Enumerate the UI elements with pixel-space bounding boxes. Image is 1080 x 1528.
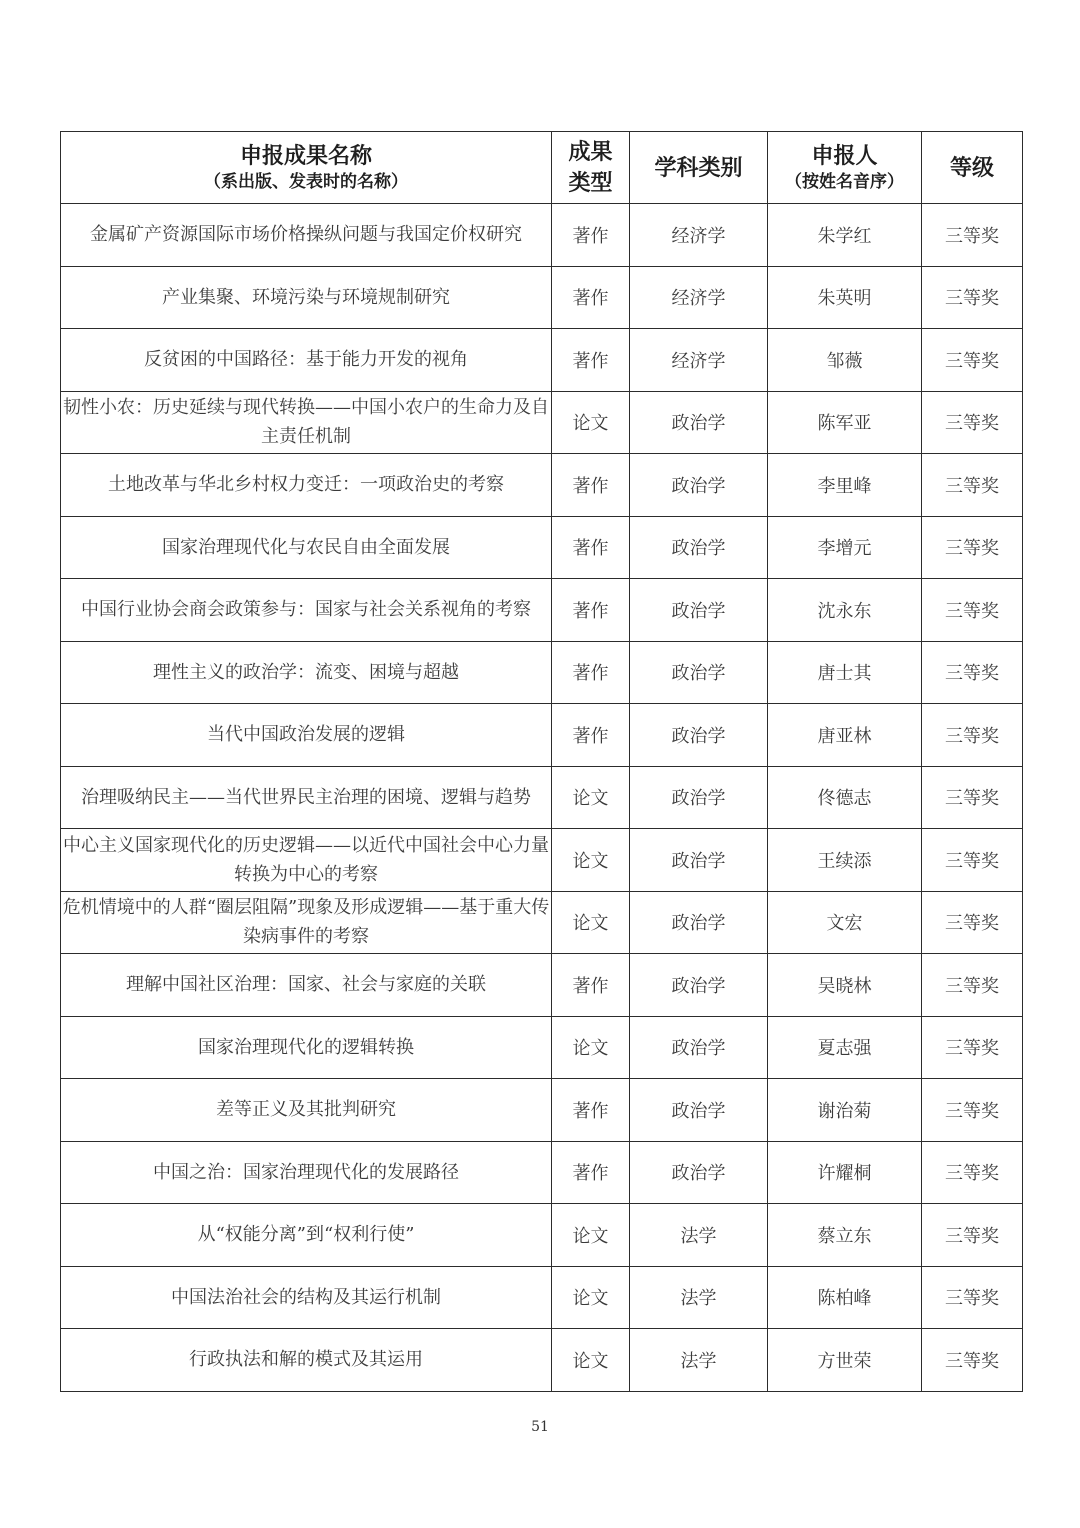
row-applicant: 沈永东 (768, 579, 922, 642)
row-level: 三等奖 (922, 329, 1023, 392)
row-level: 三等奖 (922, 1079, 1023, 1142)
table-row (61, 891, 1023, 954)
row-type: 著作 (552, 1141, 630, 1204)
row-discipline: 政治学 (630, 891, 768, 954)
table-row (61, 454, 1023, 517)
row-discipline: 经济学 (630, 204, 768, 267)
row-type: 论文 (552, 391, 630, 454)
row-type: 论文 (552, 1266, 630, 1329)
header-title-main: 申报成果名称 (239, 142, 372, 169)
row-title: 危机情境中的人群“圈层阻隔”现象及形成逻辑——基于重大传染病事件的考察 (61, 891, 552, 954)
row-applicant: 谢治菊 (768, 1079, 922, 1142)
row-discipline: 政治学 (630, 641, 768, 704)
row-discipline: 政治学 (630, 516, 768, 579)
page-number: 51 (531, 1419, 549, 1435)
row-title: 当代中国政治发展的逻辑 (61, 704, 552, 767)
row-applicant: 邹薇 (768, 329, 922, 392)
row-level: 三等奖 (922, 516, 1023, 579)
row-discipline: 法学 (630, 1329, 768, 1392)
row-level: 三等奖 (922, 1016, 1023, 1079)
row-discipline: 经济学 (630, 266, 768, 329)
row-type: 著作 (552, 204, 630, 267)
row-title: 差等正义及其批判研究 (61, 1079, 552, 1142)
row-discipline: 政治学 (630, 391, 768, 454)
table-row (61, 1016, 1023, 1079)
row-discipline: 经济学 (630, 329, 768, 392)
row-level: 三等奖 (922, 579, 1023, 642)
row-title: 国家治理现代化与农民自由全面发展 (61, 516, 552, 579)
row-level: 三等奖 (922, 391, 1023, 454)
row-discipline: 政治学 (630, 766, 768, 829)
row-level: 三等奖 (922, 1329, 1023, 1392)
row-level: 三等奖 (922, 891, 1023, 954)
table-row (61, 266, 1023, 329)
table-row (61, 329, 1023, 392)
row-level: 三等奖 (922, 704, 1023, 767)
row-title: 中国行业协会商会政策参与：国家与社会关系视角的考察 (61, 579, 552, 642)
row-title: 反贫困的中国路径：基于能力开发的视角 (61, 329, 552, 392)
table-body (61, 204, 1023, 1392)
row-type: 论文 (552, 1016, 630, 1079)
row-applicant: 方世荣 (768, 1329, 922, 1392)
awards-table (60, 131, 1023, 1392)
header-level-label: 等级 (949, 154, 994, 181)
table-row (61, 704, 1023, 767)
row-type: 著作 (552, 266, 630, 329)
row-discipline: 政治学 (630, 829, 768, 892)
row-type: 著作 (552, 579, 630, 642)
table-row (61, 579, 1023, 642)
row-level: 三等奖 (922, 641, 1023, 704)
row-type: 著作 (552, 329, 630, 392)
row-discipline: 政治学 (630, 954, 768, 1017)
row-discipline: 政治学 (630, 579, 768, 642)
table-row (61, 1266, 1023, 1329)
row-discipline: 政治学 (630, 1079, 768, 1142)
row-applicant: 陈柏峰 (768, 1266, 922, 1329)
table-row (61, 641, 1023, 704)
row-level: 三等奖 (922, 266, 1023, 329)
header-discipline (630, 132, 768, 204)
row-applicant: 吴晓林 (768, 954, 922, 1017)
row-applicant: 唐亚林 (768, 704, 922, 767)
row-level: 三等奖 (922, 1266, 1023, 1329)
row-type: 著作 (552, 954, 630, 1017)
header-title (61, 132, 552, 204)
row-discipline: 政治学 (630, 1141, 768, 1204)
table-row (61, 1329, 1023, 1392)
row-discipline: 政治学 (630, 704, 768, 767)
row-type: 著作 (552, 1079, 630, 1142)
table-row (61, 204, 1023, 267)
row-type: 著作 (552, 641, 630, 704)
row-discipline: 法学 (630, 1204, 768, 1267)
row-discipline: 政治学 (630, 1016, 768, 1079)
row-applicant: 李里峰 (768, 454, 922, 517)
table-header (61, 132, 1023, 204)
row-title: 产业集聚、环境污染与环境规制研究 (61, 266, 552, 329)
row-title: 中国之治：国家治理现代化的发展路径 (61, 1141, 552, 1204)
row-applicant: 朱英明 (768, 266, 922, 329)
row-applicant: 李增元 (768, 516, 922, 579)
row-title: 中心主义国家现代化的历史逻辑——以近代中国社会中心力量转换为中心的考察 (61, 829, 552, 892)
table-row (61, 391, 1023, 454)
row-title: 韧性小农：历史延续与现代转换——中国小农户的生命力及自主责任机制 (61, 391, 552, 454)
table-row (61, 829, 1023, 892)
row-title: 国家治理现代化的逻辑转换 (61, 1016, 552, 1079)
header-type (552, 132, 630, 204)
row-level: 三等奖 (922, 954, 1023, 1017)
row-title: 理性主义的政治学：流变、困境与超越 (61, 641, 552, 704)
row-applicant: 王续添 (768, 829, 922, 892)
table-row (61, 1204, 1023, 1267)
row-title: 中国法治社会的结构及其运行机制 (61, 1266, 552, 1329)
row-applicant: 许耀桐 (768, 1141, 922, 1204)
row-type: 论文 (552, 891, 630, 954)
row-level: 三等奖 (922, 829, 1023, 892)
row-applicant: 文宏 (768, 891, 922, 954)
header-type-line2: 类型 (568, 169, 613, 196)
row-discipline: 法学 (630, 1266, 768, 1329)
row-level: 三等奖 (922, 1204, 1023, 1267)
row-type: 著作 (552, 704, 630, 767)
row-title: 治理吸纳民主——当代世界民主治理的困境、逻辑与趋势 (61, 766, 552, 829)
row-applicant: 蔡立东 (768, 1204, 922, 1267)
row-applicant: 夏志强 (768, 1016, 922, 1079)
header-applicant-main: 申报人 (811, 142, 878, 169)
header-level (922, 132, 1023, 204)
row-level: 三等奖 (922, 454, 1023, 517)
row-type: 论文 (552, 766, 630, 829)
row-applicant: 朱学红 (768, 204, 922, 267)
table-row (61, 1141, 1023, 1204)
row-type: 著作 (552, 516, 630, 579)
table-row (61, 766, 1023, 829)
table-row (61, 516, 1023, 579)
row-applicant: 佟德志 (768, 766, 922, 829)
header-applicant-sub: （按姓名音序） (785, 171, 904, 192)
row-level: 三等奖 (922, 766, 1023, 829)
row-title: 金属矿产资源国际市场价格操纵问题与我国定价权研究 (61, 204, 552, 267)
header-title-sub: （系出版、发表时的名称） (204, 171, 408, 192)
row-type: 论文 (552, 829, 630, 892)
header-discipline-label: 学科类别 (654, 154, 743, 181)
row-title: 理解中国社区治理：国家、社会与家庭的关联 (61, 954, 552, 1017)
table-row (61, 1079, 1023, 1142)
row-level: 三等奖 (922, 204, 1023, 267)
header-row (61, 132, 1023, 204)
row-title: 从“权能分离”到“权利行使” (61, 1204, 552, 1267)
row-title: 行政执法和解的模式及其运用 (61, 1329, 552, 1392)
row-type: 论文 (552, 1329, 630, 1392)
row-type: 论文 (552, 1204, 630, 1267)
row-title: 土地改革与华北乡村权力变迁：一项政治史的考察 (61, 454, 552, 517)
row-level: 三等奖 (922, 1141, 1023, 1204)
row-applicant: 唐士其 (768, 641, 922, 704)
row-type: 著作 (552, 454, 630, 517)
row-discipline: 政治学 (630, 454, 768, 517)
table-row (61, 954, 1023, 1017)
header-type-line1: 成果 (568, 138, 613, 165)
header-applicant (768, 132, 922, 204)
row-applicant: 陈军亚 (768, 391, 922, 454)
